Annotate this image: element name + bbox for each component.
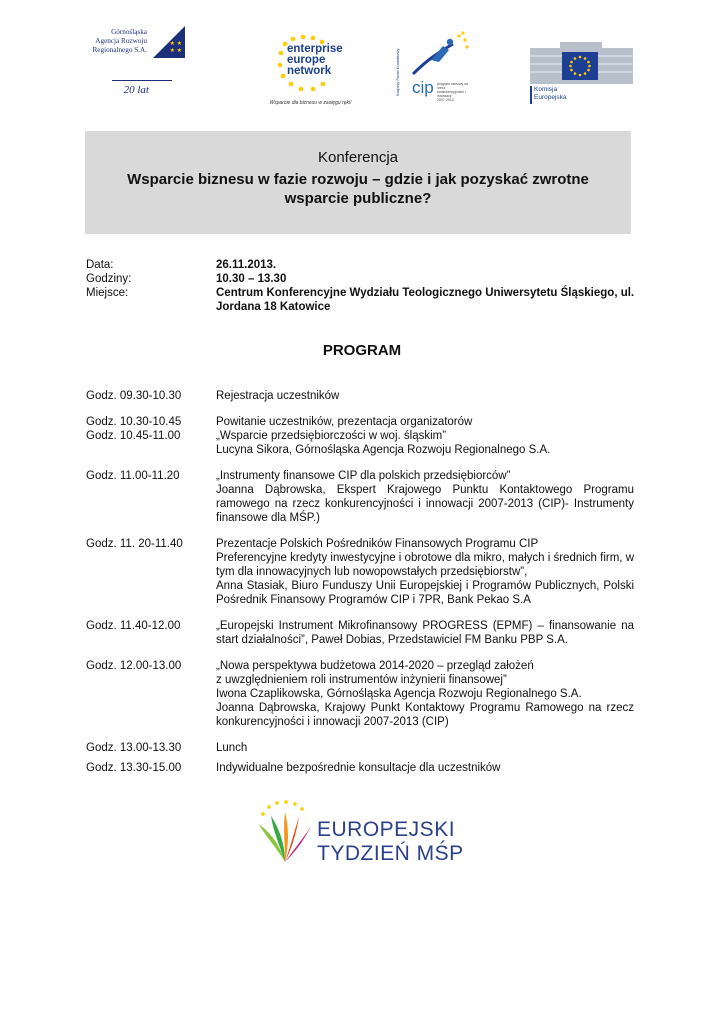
- agenda-item: [86, 619, 634, 647]
- agenda-description: [216, 469, 634, 525]
- conference-title: Wsparcie biznesu w fazie rozwoju – gdzie i jak pozyskać zwrotne wsparcie publiczne?: [127, 171, 589, 207]
- agenda-line: Iwona Czaplikowska, Górnośląska Agencja Rozwoju Regionalnego S.A.: [216, 688, 582, 700]
- conference-header: [85, 131, 631, 234]
- een-logo-tagline: Wsparcie dla biznesu w zasięgu ręki!: [269, 100, 352, 106]
- agenda-line: Rejestracja uczestników: [216, 390, 340, 402]
- agenda-line: „Wsparcie przedsiębiorczości w woj. śląskim”: [216, 430, 447, 442]
- eu-stars-icon: ★ ★ ★ ★: [169, 41, 182, 54]
- agenda-line: Preferencyjne kredyty inwestycyjne i obrotowe dla mikro, małych i średnich firm, w tym dla innowacyjnych lub nowopowstałych przedsiębiorstw”,: [216, 552, 634, 578]
- agenda-line: Powitanie uczestników, prezentacja organizatorów: [216, 416, 473, 428]
- agenda-item: [86, 761, 634, 775]
- agenda-line: Indywidualne bezpośrednie konsultacje dla uczestników: [216, 762, 501, 774]
- agenda-line: „Europejski Instrument Mikrofinansowy PROGRESS (EPMF) – finansowanie na start działalności”, Paweł Dobias, Przedstawiciel FM Banku PBP S.A.: [216, 620, 634, 646]
- eu-flag-icon: [562, 52, 598, 80]
- conference-kind: Konferencja: [317, 149, 399, 166]
- agenda-time: Godz. 10.30-10.45 Godz. 10.45-11.00: [86, 416, 182, 442]
- gars-logo-name: Górnośląska Agencja Rozwoju Regionalnego S.A.: [92, 28, 147, 54]
- gars-logo-years: 20 lat: [123, 84, 149, 96]
- agenda-item: [86, 389, 634, 403]
- agenda-line: Prezentacje Polskich Pośredników Finansowych Programu CIP: [216, 538, 539, 550]
- agenda-list: [86, 389, 634, 787]
- agenda-time: Godz. 13.00-13.30: [86, 742, 182, 754]
- agenda-time: Godz. 13.30-15.00: [86, 762, 182, 774]
- agenda-item: [86, 537, 634, 607]
- program-heading: PROGRAM: [322, 342, 402, 359]
- date-value: 26.11.2013.: [216, 259, 277, 271]
- agenda-line: „Nowa perspektywa budżetowa 2014-2020 – przegląd założeń: [216, 660, 534, 672]
- date-row: [86, 258, 636, 272]
- cip-logo: [395, 30, 475, 100]
- agenda-description: [216, 619, 634, 647]
- event-details: [86, 258, 636, 314]
- agenda-line: Anna Stasiak, Biuro Funduszy Unii Europejskiej i Programów Publicznych, Polski Pośrednik Finansowy Programów CIP i 7PR, Bank Pekao S.A: [216, 580, 634, 606]
- agenda-description: [216, 415, 634, 457]
- sme-week-fan-icon: [255, 800, 317, 864]
- gars-logo-rule: [112, 80, 172, 81]
- sme-week-line1: EUROPEJSKI: [317, 818, 456, 841]
- european-sme-week-logo: [255, 800, 475, 868]
- agenda-item: [86, 741, 634, 755]
- agenda-line: z uwzględnieniem roli instrumentów inżynierii finansowej”: [216, 674, 507, 686]
- agenda-description: [216, 537, 634, 607]
- cip-logo-word: cip: [412, 78, 434, 97]
- cip-logo-vertical-text: Krajowy Punkt Kontaktowy: [395, 48, 400, 96]
- agenda-time: Godz. 11.40-12.00: [86, 620, 181, 632]
- european-commission-logo: [530, 36, 633, 108]
- ec-logo-label: Komisja Europejska: [534, 86, 567, 101]
- agenda-time: Godz. 11. 20-11.40: [86, 538, 183, 550]
- agenda-item: [86, 415, 634, 457]
- een-logo-name: enterprise europe network: [287, 43, 343, 77]
- agenda-line: Lunch: [216, 742, 248, 754]
- place-value: Centrum Konferencyjne Wydziału Teologicznego Uniwersytetu Śląskiego, ul. Jordana 18 Katowice: [216, 287, 635, 313]
- hours-label: Godziny:: [86, 273, 132, 285]
- date-label: Data:: [86, 259, 114, 271]
- een-logo: [253, 26, 358, 106]
- gars-logo: [90, 22, 185, 94]
- ec-logo-bar: [530, 86, 532, 104]
- agenda-description: [216, 659, 634, 729]
- agenda-time: Godz. 09.30-10.30: [86, 390, 182, 402]
- cip-logo-subtext: program ramowy na rzecz konkurencyjności i innowacji 2007-2013: [437, 82, 469, 102]
- agenda-line: Joanna Dąbrowska, Krajowy Punkt Kontaktowy Programu Ramowego na rzecz konkurencyjności i innowacji 2007-2013 (CIP): [216, 702, 634, 728]
- agenda-description: [216, 741, 634, 755]
- agenda-time: Godz. 11.00-11.20: [86, 470, 180, 482]
- logo-row: [0, 22, 724, 112]
- place-row: [86, 286, 636, 314]
- agenda-line: Lucyna Sikora, Górnośląska Agencja Rozwoju Regionalnego S.A.: [216, 444, 551, 456]
- agenda-time: Godz. 12.00-13.00: [86, 660, 182, 672]
- ski-jumper-icon: [409, 30, 473, 80]
- agenda-line: Joanna Dąbrowska, Ekspert Krajowego Punktu Kontaktowego Programu ramowego na rzecz konkurencyjności i innowacji 2007-2013 (CIP)- Instrumenty finansowe dla MŚP.): [216, 484, 634, 524]
- agenda-description: [216, 761, 634, 775]
- agenda-item: [86, 659, 634, 729]
- agenda-description: [216, 389, 634, 403]
- agenda-line: „Instrumenty finansowe CIP dla polskich przedsiębiorców”: [216, 470, 511, 482]
- agenda-item: [86, 469, 634, 525]
- hours-value: 10.30 – 13.30: [216, 273, 287, 285]
- place-label: Miejsce:: [86, 287, 129, 299]
- hours-row: [86, 272, 636, 286]
- sme-week-line2: TYDZIEŃ MŚP: [317, 842, 464, 865]
